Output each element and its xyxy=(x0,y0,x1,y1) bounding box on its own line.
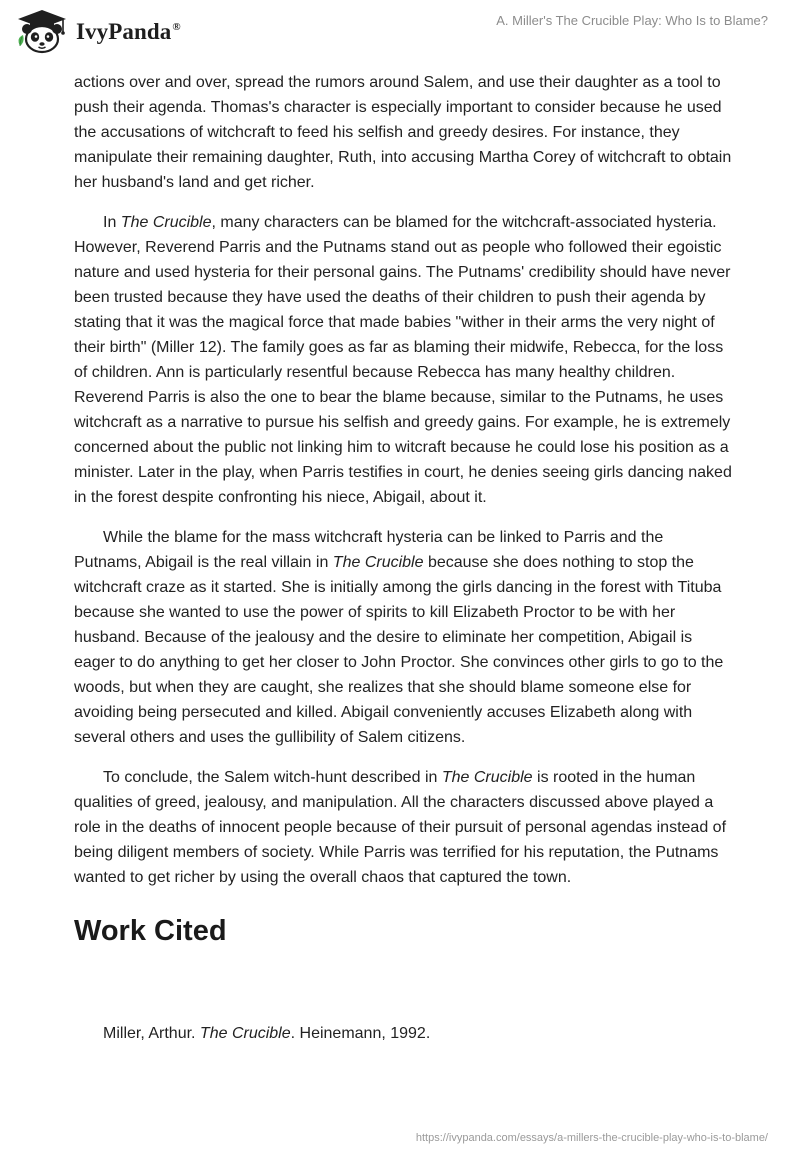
paragraph xyxy=(74,525,734,750)
paragraph-continued: actions over and over, spread the rumors around Salem, and use their daughter as a tool to push their agenda. Thomas's character is especially important to consider because he used the accusations of witchcraft to feed his selfish and greedy desires. For instance, they manipulate their remaining daughter, Ruth, into accusing Martha Corey of witchcraft to obtain her husband's land and get richer. xyxy=(74,74,732,191)
book-title: The Crucible xyxy=(120,214,212,231)
page-header xyxy=(0,0,800,62)
text-run: , many characters can be blamed for the witchcraft-associated hysteria. However, Reverend Parris and the Putnams stand out as people who followed their egoistic nature and used hysteria for their personal gains. The Putnams' credibility should have never been trusted because they have used the deaths of their children to push their agenda by stating that it was the magical force that made babies "wither in their arms the very night of their birth" (Miller 12). The family goes as far as blaming their midwife, Rebecca, for the loss of children. Ann is particularly resentful because Rebecca has many healthy children. Reverend Parris is also the one to bear the blame because, similar to the Putnams, he uses witchcraft as a narrative to pursue his selfish and greedy gains. For example, he is extremely concerned about the public not linking him to witcraft because he could lose his position as a minister. Later in the play, when Parris testifies in court, he denies seeing girls dancing naked in the forest despite confronting his niece, Abigail, about it. xyxy=(74,214,732,506)
text-run: is rooted in the human qualities of greed, jealousy, and manipulation. All the characters discussed above played a role in the deaths of innocent people because of their pursuit of personal agendas instead of being diligent members of society. While Parris was terrified for his reputation, the Putnams wanted to get richer by using the overall chaos that captured the town. xyxy=(74,769,727,886)
text-run: Miller, Arthur. xyxy=(103,1025,200,1042)
text-run: because she does nothing to stop the witchcraft craze as it started. She is initially among the girls dancing in the forest with Tituba because she wanted to use the power of spirits to kill Elizabeth Proctor to be with her husband. Because of the jealousy and the desire to eliminate her competition, Abigail is eager to do anything to get her closer to John Proctor. She convinces other girls to go to the woods, but when they are caught, she realizes that she should blame someone else for avoiding being persecuted and killed. Abigail conveniently accuses Elizabeth along with several others and uses the gullibility of Salem citizens. xyxy=(74,554,724,746)
essay-body xyxy=(74,70,734,949)
text-run: In xyxy=(103,214,121,231)
book-title: The Crucible xyxy=(332,554,424,571)
document-title: A. Miller's The Crucible Play: Who Is to Blame? xyxy=(496,13,768,28)
paragraph xyxy=(74,765,734,890)
logo-text: IvyPanda® xyxy=(76,19,181,44)
text-run: To conclude, the Salem witch-hunt described in xyxy=(103,769,442,786)
source-url-link[interactable]: https://ivypanda.com/essays/a-millers-the-crucible-play-who-is-to-blame/ xyxy=(415,1132,768,1144)
citation-entry xyxy=(103,1021,430,1046)
paragraph xyxy=(74,210,734,510)
book-title: The Crucible xyxy=(441,769,533,786)
registered-mark: ® xyxy=(172,21,181,34)
text-run: While the blame for the mass witchcraft hysteria can be linked to Parris and the Putnams, Abigail is the real villain in xyxy=(74,529,664,571)
ivypanda-logo[interactable] xyxy=(14,8,181,54)
book-title: The Crucible xyxy=(199,1025,291,1042)
panda-graduation-cap-icon xyxy=(14,8,70,54)
works-cited-heading: Work Cited xyxy=(74,915,227,947)
text-run: . Heinemann, 1992. xyxy=(290,1025,431,1042)
